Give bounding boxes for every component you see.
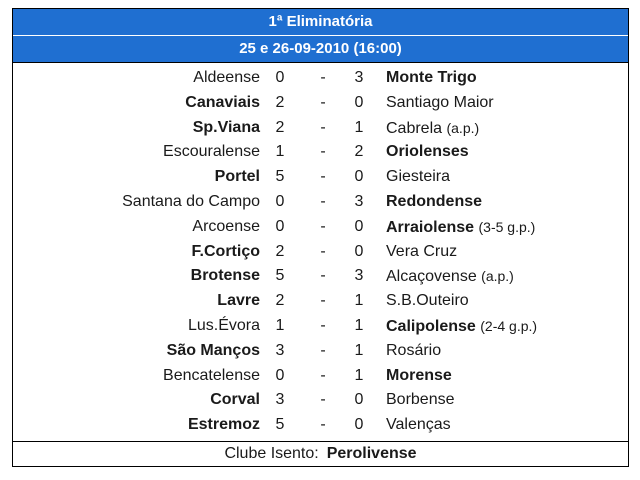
away-cell	[372, 240, 628, 265]
score-separator: -	[320, 267, 326, 285]
match-row	[13, 339, 628, 364]
match-row	[13, 140, 628, 165]
home-score: 0	[275, 217, 285, 235]
away-team: Borbense	[386, 391, 455, 409]
home-score: 3	[275, 391, 285, 409]
away-score: 0	[354, 217, 364, 235]
match-row	[13, 388, 628, 413]
match-note: (a.p.)	[446, 119, 480, 136]
score-separator: -	[320, 217, 326, 235]
away-score: 1	[354, 292, 364, 310]
home-score: 2	[275, 242, 285, 260]
away-team: Vera Cruz	[386, 242, 458, 260]
match-row	[13, 264, 628, 289]
away-team: Cabrela	[386, 119, 443, 137]
score-separator: -	[320, 316, 326, 334]
home-team: Lavre	[217, 292, 260, 310]
home-score: 2	[275, 292, 285, 310]
away-score: 1	[354, 316, 364, 334]
home-team: Sp.Viana	[192, 118, 260, 136]
away-cell	[372, 215, 628, 240]
match-list	[13, 63, 628, 441]
away-score: 3	[354, 267, 364, 285]
away-cell	[372, 364, 628, 389]
away-score: 1	[354, 118, 364, 136]
home-team: Arcoense	[192, 217, 260, 235]
home-score: 0	[275, 192, 285, 210]
away-team: Alcaçovense	[386, 268, 477, 286]
away-cell	[372, 165, 628, 190]
home-team: Aldeense	[193, 69, 260, 86]
away-score: 0	[354, 416, 364, 434]
home-score: 1	[275, 316, 285, 334]
home-score: 5	[275, 416, 285, 434]
score-separator: -	[320, 192, 326, 210]
round-date: 25 e 26-09-2010 (16:00)	[13, 36, 628, 63]
score-separator: -	[320, 143, 326, 161]
away-team: S.B.Outeiro	[386, 292, 469, 310]
away-score: 1	[354, 341, 364, 359]
score-separator: -	[320, 242, 326, 260]
home-team: Corval	[210, 391, 260, 409]
away-score: 0	[354, 242, 364, 260]
match-row	[13, 66, 628, 91]
exempt-team: Perolivense	[326, 444, 417, 462]
round-title: 1ª Eliminatória	[13, 9, 628, 36]
away-score: 2	[354, 143, 364, 161]
home-team: Estremoz	[187, 416, 260, 434]
away-cell	[372, 339, 628, 364]
away-score: 1	[354, 366, 364, 384]
home-score: 5	[275, 267, 285, 285]
match-row	[13, 91, 628, 116]
match-row	[13, 165, 628, 190]
away-team: Oriolenses	[386, 143, 469, 161]
away-score: 3	[354, 69, 364, 86]
away-team: Valenças	[386, 416, 451, 434]
away-score: 0	[354, 93, 364, 111]
away-cell	[372, 264, 628, 289]
score-separator: -	[320, 366, 326, 384]
results-table	[12, 8, 629, 467]
away-team: Monte Trigo	[386, 69, 477, 86]
home-team: Lus.Évora	[187, 316, 260, 334]
away-team: Morense	[386, 366, 452, 384]
match-row	[13, 413, 628, 438]
match-note: (3-5 g.p.)	[478, 218, 536, 235]
home-team: Portel	[214, 168, 260, 186]
home-score: 1	[275, 143, 285, 161]
score-separator: -	[320, 118, 326, 136]
away-score: 0	[354, 391, 364, 409]
match-row	[13, 215, 628, 240]
away-score: 3	[354, 192, 364, 210]
exempt-label: Clube Isento:	[224, 444, 319, 462]
match-row	[13, 364, 628, 389]
match-row	[13, 116, 628, 141]
home-score: 5	[275, 168, 285, 186]
away-team: Calipolense	[386, 317, 476, 335]
exempt-club	[13, 441, 628, 466]
away-team: Santiago Maior	[386, 93, 494, 111]
home-team: Santana do Campo	[122, 192, 260, 210]
score-separator: -	[320, 341, 326, 359]
home-score: 2	[275, 93, 285, 111]
away-cell	[372, 140, 628, 165]
match-note: (a.p.)	[481, 268, 514, 285]
score-separator: -	[320, 416, 326, 434]
away-cell	[372, 91, 628, 116]
score-separator: -	[320, 391, 326, 409]
score-separator: -	[320, 69, 326, 86]
home-score: 2	[275, 118, 285, 136]
match-row	[13, 314, 628, 339]
home-team: Bencatelense	[163, 366, 260, 384]
away-team: Redondense	[386, 192, 483, 210]
score-separator: -	[320, 93, 326, 111]
away-team: Rosário	[386, 341, 442, 359]
away-cell	[372, 66, 628, 91]
match-row	[13, 240, 628, 265]
score-separator: -	[320, 292, 326, 310]
away-team: Giesteira	[386, 168, 451, 186]
home-team: Canaviais	[185, 93, 260, 111]
match-note: (2-4 g.p.)	[480, 317, 538, 334]
home-team: Brotense	[190, 267, 260, 285]
home-score: 3	[275, 341, 285, 359]
away-cell	[372, 190, 628, 215]
home-score: 0	[275, 366, 285, 384]
home-team: São Manços	[166, 341, 260, 359]
home-team: Escouralense	[163, 143, 260, 161]
away-cell	[372, 314, 628, 339]
away-cell	[372, 388, 628, 413]
match-row	[13, 190, 628, 215]
away-cell	[372, 289, 628, 314]
score-separator: -	[320, 168, 326, 186]
away-team: Arraiolense	[386, 218, 475, 236]
match-row	[13, 289, 628, 314]
away-cell	[372, 116, 628, 141]
home-score: 0	[275, 69, 285, 86]
home-team: F.Cortiço	[191, 242, 260, 260]
away-cell	[372, 413, 628, 438]
away-score: 0	[354, 168, 364, 186]
